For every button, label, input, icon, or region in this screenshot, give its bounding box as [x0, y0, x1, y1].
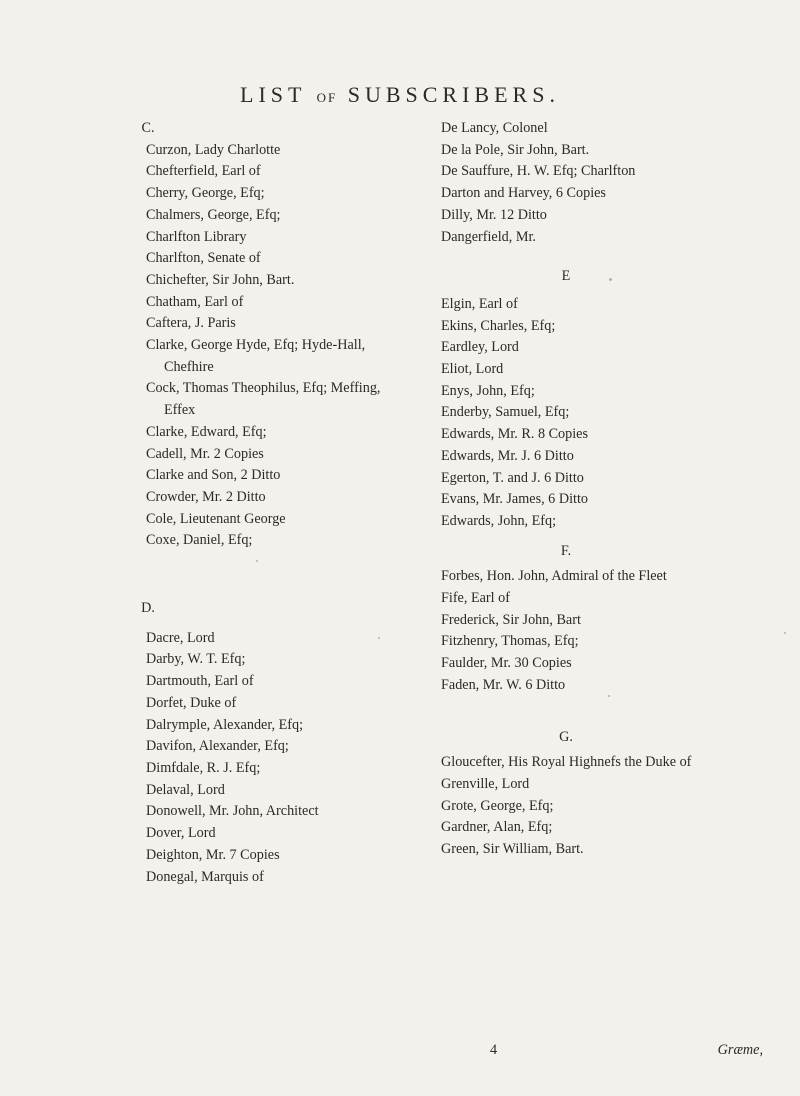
- subscriber-entry: Davifon, Alexander, Efq;: [146, 738, 289, 755]
- subscriber-entry: Chefterfield, Earl of: [146, 163, 261, 180]
- subscriber-entry: Forbes, Hon. John, Admiral of the Fleet: [441, 568, 667, 585]
- section-letter-f: F.: [560, 542, 572, 559]
- subscriber-entry: Faden, Mr. W. 6 Ditto: [441, 676, 566, 693]
- subscriber-entry: Dorfet, Duke of: [146, 694, 237, 711]
- subscriber-entry: Chalmers, George, Efq;: [146, 206, 281, 223]
- subscriber-entry: Grenville, Lord: [441, 775, 530, 792]
- subscriber-entry: Donegal, Marquis of: [146, 868, 264, 885]
- subscriber-entry-continuation: [146, 357, 446, 379]
- subscriber-entry: Clarke and Son, 2 Ditto: [146, 467, 281, 484]
- subscriber-entry: Enys, John, Efq;: [441, 382, 535, 399]
- subscriber-entry: Delaval, Lord: [146, 781, 225, 798]
- continuation-text: Effex: [164, 402, 196, 419]
- subscriber-entry: Dartmouth, Earl of: [146, 673, 254, 690]
- signature-mark: 4: [490, 1042, 498, 1058]
- subscriber-entry: Darby, W. T. Efq;: [146, 651, 246, 668]
- subscriber-entry: Dalrymple, Alexander, Efq;: [146, 716, 304, 733]
- subscriber-entry: Caftera, J. Paris: [146, 315, 236, 332]
- subscriber-entry: Grote, George, Efq;: [441, 797, 554, 814]
- subscriber-entry: Charlfton, Senate of: [146, 250, 261, 267]
- subscriber-entry: De Lancy, Colonel: [441, 120, 548, 136]
- title-subscribers: SUBSCRIBERS.: [347, 82, 560, 107]
- title-of: OF: [316, 90, 338, 105]
- paper-speck: [256, 560, 258, 562]
- subscriber-entry: Charlfton Library: [146, 228, 247, 245]
- subscriber-entry: Cherry, George, Efq;: [146, 185, 265, 202]
- subscriber-entry: Eardley, Lord: [441, 339, 519, 356]
- subscriber-entry: Gloucefter, His Royal Highnefs the Duke of: [441, 754, 692, 771]
- subscriber-entry: Dilly, Mr. 12 Ditto: [441, 206, 547, 223]
- subscriber-entry: Ekins, Charles, Efq;: [441, 317, 556, 334]
- subscriber-entry: Chichefter, Sir John, Bart.: [146, 271, 295, 288]
- subscriber-entry: Egerton, T. and J. 6 Ditto: [441, 469, 584, 486]
- subscriber-entry: Eliot, Lord: [441, 361, 504, 378]
- subscriber-entry: Evans, Mr. James, 6 Ditto: [441, 491, 588, 508]
- paper-speck: [378, 637, 380, 639]
- subscriber-entry: Chatham, Earl of: [146, 293, 244, 310]
- paper-speck: [608, 695, 610, 697]
- subscriber-entry: Donowell, Mr. John, Architect: [146, 803, 319, 820]
- subscriber-entry: Crowder, Mr. 2 Ditto: [146, 488, 266, 505]
- subscriber-entry: Gardner, Alan, Efq;: [441, 819, 553, 836]
- subscriber-entry-continuation: [146, 400, 446, 422]
- subscriber-entry: Darton and Harvey, 6 Copies: [441, 185, 606, 202]
- subscriber-entry: Fitzhenry, Thomas, Efq;: [441, 633, 579, 650]
- subscriber-entry: Fife, Earl of: [441, 590, 510, 607]
- subscriber-entry: De la Pole, Sir John, Bart.: [441, 141, 590, 158]
- catchword: Græme,: [717, 1042, 763, 1058]
- section-letter-d: D.: [141, 600, 155, 617]
- subscriber-entry: Frederick, Sir John, Bart: [441, 611, 581, 628]
- subscriber-entry: Dover, Lord: [146, 825, 216, 842]
- subscriber-entry: Faulder, Mr. 30 Copies: [441, 655, 572, 672]
- subscriber-entry: Clarke, George Hyde, Efq; Hyde-Hall,: [146, 337, 366, 354]
- subscriber-entry: Cadell, Mr. 2 Copies: [146, 445, 264, 462]
- subscriber-entry: Clarke, Edward, Efq;: [146, 423, 267, 440]
- subscriber-entry: Elgin, Earl of: [441, 295, 518, 312]
- subscriber-entry: Edwards, Mr. J. 6 Ditto: [441, 447, 574, 464]
- subscriber-entry: De Sauffure, H. W. Efq; Charlfton: [441, 163, 636, 180]
- left-column: [141, 118, 446, 888]
- paper-speck: [609, 278, 612, 281]
- subscriber-entry: Dacre, Lord: [146, 629, 215, 646]
- title-list: LIST: [240, 82, 307, 107]
- continuation-text: Chefhire: [164, 358, 214, 375]
- section-letter-c: C.: [141, 120, 155, 136]
- subscriber-entry: Cole, Lieutenant George: [146, 510, 286, 527]
- subscriber-entry: Edwards, Mr. R. 8 Copies: [441, 426, 588, 443]
- subscriber-entry: Dimfdale, R. J. Efq;: [146, 759, 261, 776]
- subscriber-entry: Enderby, Samuel, Efq;: [441, 404, 570, 421]
- subscriber-entry: Coxe, Daniel, Efq;: [146, 532, 253, 549]
- subscriber-entry: Cock, Thomas Theophilus, Efq; Meffing,: [146, 380, 381, 397]
- right-column: [441, 118, 781, 861]
- section-letter-e: E: [561, 268, 571, 285]
- subscriber-entry: Edwards, John, Efq;: [441, 512, 557, 529]
- subscriber-entry: Curzon, Lady Charlotte: [146, 141, 281, 158]
- subscriber-entry: Green, Sir William, Bart.: [441, 841, 584, 858]
- page-title: [0, 82, 800, 108]
- paper-speck: [784, 632, 786, 634]
- section-letter-g: G.: [559, 728, 573, 745]
- subscriber-entry: Dangerfield, Mr.: [441, 228, 536, 245]
- subscriber-entry: Deighton, Mr. 7 Copies: [146, 846, 280, 863]
